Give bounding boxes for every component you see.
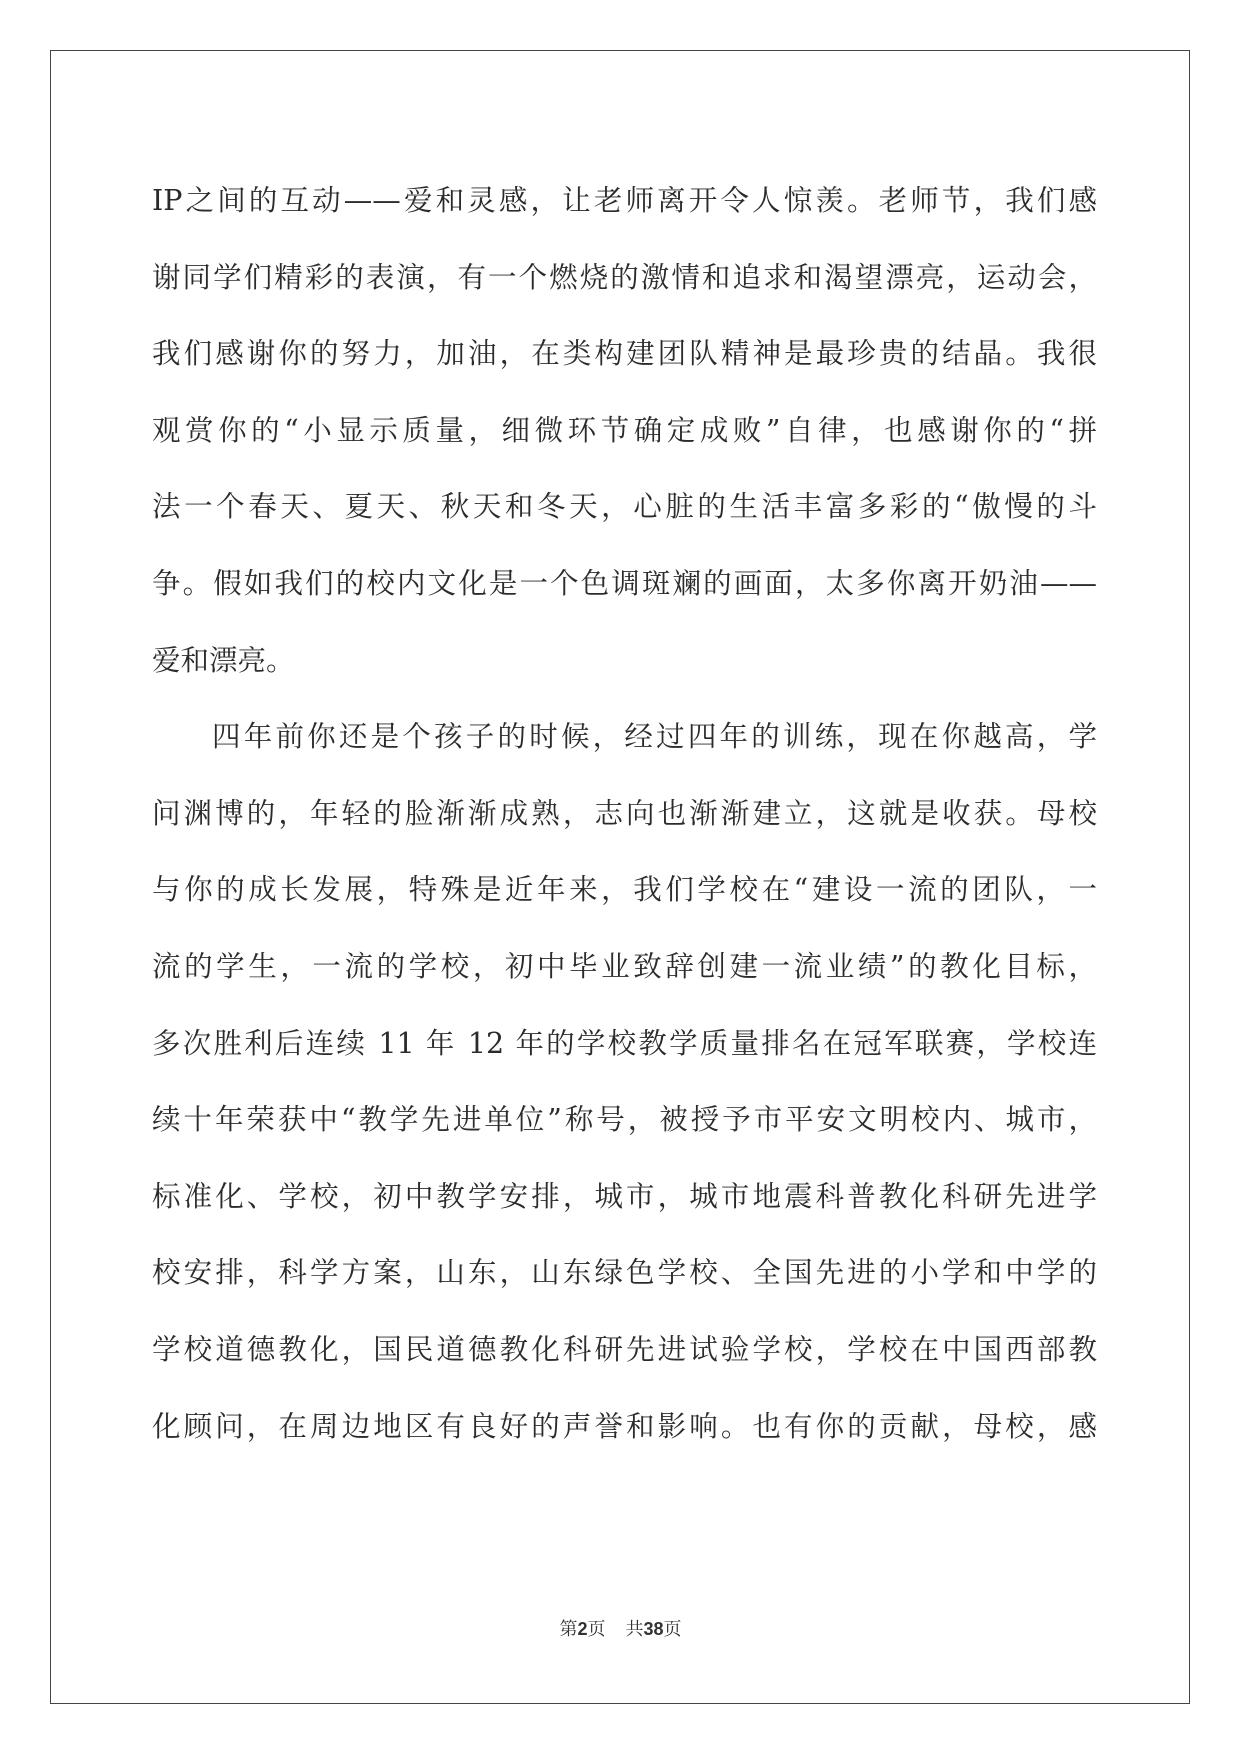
page-suffix: 页 xyxy=(587,1619,606,1640)
text-line: 学校道德教化，国民道德教化科研先进试验学校，学校在中国西部教 xyxy=(152,1332,1097,1366)
text-line: 流的学生，一流的学校，初中毕业致辞创建一流业绩”的教化目标， xyxy=(152,949,1097,983)
text-line: 争。假如我们的校内文化是一个色调斑斓的画面，太多你离开奶油—— xyxy=(152,566,1097,600)
text-line: 我们感谢你的努力，加油，在类构建团队精神是最珍贵的结晶。我很 xyxy=(152,337,1097,371)
text-line: 化顾问，在周边地区有良好的声誉和影响。也有你的贡献，母校，感 xyxy=(152,1409,1097,1443)
text-line: 谢同学们精彩的表演，有一个燃烧的激情和追求和渴望漂亮，运动会， xyxy=(152,260,1097,294)
page-total-number: 38 xyxy=(643,1619,664,1639)
text-line: 续十年荣获中“教学先进单位”称号，被授予市平安文明校内、城市， xyxy=(152,1103,1097,1137)
text-line: 多次胜利后连续 11 年 12 年的学校教学质量排名在冠军联赛，学校连 xyxy=(152,1026,1097,1060)
text-line: 标准化、学校，初中教学安排，城市，城市地震科普教化科研先进学 xyxy=(152,1179,1097,1213)
text-line: 校安排，科学方案，山东，山东绿色学校、全国先进的小学和中学的 xyxy=(152,1256,1097,1290)
page-footer xyxy=(0,1615,1241,1641)
text-line: 观赏你的“小显示质量，细微环节确定成败”自律，也感谢你的“拼 xyxy=(152,413,1097,447)
page-current-number: 2 xyxy=(577,1619,588,1639)
text-line: 问渊博的，年轻的脸渐渐成熟，志向也渐渐建立，这就是收获。母校 xyxy=(152,796,1097,830)
text-line: IP之间的互动——爱和灵感，让老师离开令人惊羡。老师节，我们感 xyxy=(152,184,1097,217)
page-prefix: 第 xyxy=(559,1619,578,1640)
text-line-paragraph-end: 爱和漂亮。 xyxy=(152,643,295,677)
total-prefix: 共 xyxy=(625,1619,644,1640)
text-line-paragraph-start: 四年前你还是个孩子的时候，经过四年的训练，现在你越高，学 xyxy=(212,720,1097,754)
text-line: 与你的成长发展，特殊是近年来，我们学校在“建设一流的团队，一 xyxy=(152,873,1097,907)
document-body xyxy=(152,163,1097,1465)
total-suffix: 页 xyxy=(663,1619,682,1640)
text-line: 法一个春天、夏天、秋天和冬天，心脏的生活丰富多彩的“傲慢的斗 xyxy=(152,490,1097,524)
